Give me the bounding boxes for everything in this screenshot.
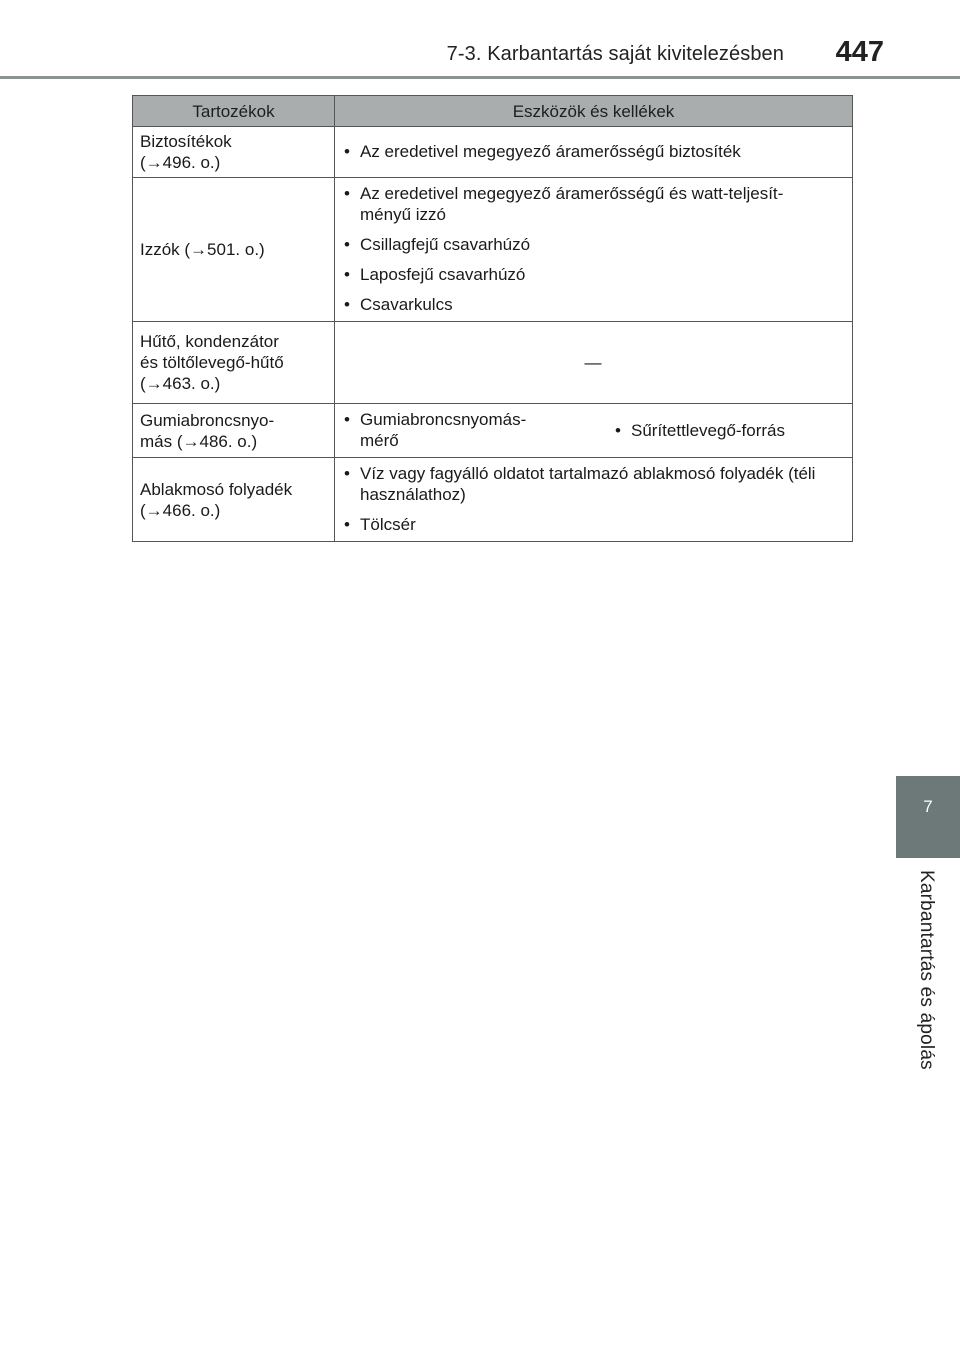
accessory-line: Izzók (→501. o.) xyxy=(140,240,265,259)
header-divider xyxy=(0,76,960,79)
list-item: • Víz vagy fagyálló oldatot tartalmazó ablakmosó folyadék (téli használathoz) xyxy=(342,463,844,505)
accessory-cell xyxy=(133,322,335,404)
tools-two-column xyxy=(342,409,844,451)
chapter-number: 7 xyxy=(923,797,933,816)
tools-list xyxy=(342,463,844,535)
section-title: 7-3. Karbantartás saját kivitelezésben xyxy=(446,43,784,65)
table-header-row xyxy=(133,96,853,127)
accessory-line: Ablakmosó folyadék xyxy=(140,479,293,499)
tools-list xyxy=(342,141,844,162)
table-row xyxy=(133,322,853,404)
tools-table xyxy=(132,95,853,542)
accessory-page-ref: más (→486. o.) xyxy=(140,431,258,451)
accessory-cell xyxy=(133,178,335,322)
accessory-line: Hűtő, kondenzátor xyxy=(140,332,279,351)
accessory-line: és töltőlevegő-hűtő xyxy=(140,353,284,372)
table-row xyxy=(133,458,853,542)
tools-cell xyxy=(335,404,853,458)
tools-list-right xyxy=(613,420,844,441)
list-item: • Tölcsér xyxy=(342,514,844,535)
empty-dash: — xyxy=(584,352,602,372)
table-row xyxy=(133,178,853,322)
column-header-tools: Eszközök és kellékek xyxy=(335,96,853,127)
tools-cell xyxy=(335,322,853,404)
accessory-cell xyxy=(133,127,335,178)
accessory-page-ref: (→496. o.) xyxy=(140,153,221,172)
column-header-accessories: Tartozékok xyxy=(133,96,335,127)
list-item: • Csillagfejű csavarhúzó xyxy=(342,234,844,255)
tools-cell xyxy=(335,178,853,322)
table-row xyxy=(133,404,853,458)
list-item: • Sűrítettlevegő-forrás xyxy=(613,420,844,441)
tools-list-left xyxy=(342,409,613,451)
page-header xyxy=(0,0,960,80)
accessory-page-ref: (→463. o.) xyxy=(140,374,221,393)
list-item: • Laposfejű csavarhúzó xyxy=(342,264,844,285)
tools-cell xyxy=(335,127,853,178)
accessory-line: Biztosítékok xyxy=(140,132,232,151)
accessory-cell xyxy=(133,458,335,542)
table-row xyxy=(133,127,853,178)
list-item: • Gumiabroncsnyomás-mérő xyxy=(342,409,533,451)
tools-cell xyxy=(335,458,853,542)
list-item: • Csavarkulcs xyxy=(342,294,844,315)
list-item: • Az eredetivel megegyező áramerősségű és watt-teljesít-ményű izzó xyxy=(342,183,844,225)
accessory-line: Gumiabroncsnyo- xyxy=(140,410,275,430)
chapter-caption: Karbantartás és ápolás xyxy=(916,870,937,1070)
chapter-tab[interactable] xyxy=(896,776,960,858)
tools-list xyxy=(342,183,844,315)
accessory-cell xyxy=(133,404,335,458)
accessory-page-ref: (→466. o.) xyxy=(140,500,221,520)
list-item: • Az eredetivel megegyező áramerősségű biztosíték xyxy=(342,141,844,162)
page-number: 447 xyxy=(835,36,884,68)
